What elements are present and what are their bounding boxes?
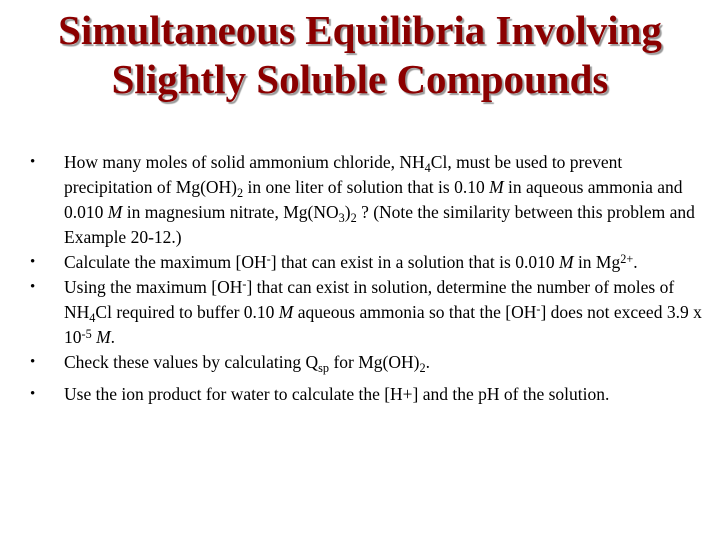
molarity-unit: M — [107, 202, 123, 222]
bullet-text: Cl required to buffer 0.10 — [95, 302, 279, 322]
molarity-unit: M — [278, 302, 294, 322]
title-line-2: Slightly Soluble Compounds — [111, 56, 609, 102]
bullet-text: Check these values by calculating Q — [64, 352, 319, 372]
superscript: - — [536, 301, 541, 316]
slide-title — [0, 6, 720, 104]
bullet-dot-icon: • — [30, 279, 36, 295]
bullet-text: How many moles of solid ammonium chloride, NH — [64, 152, 425, 172]
subscript: 2 — [350, 210, 357, 225]
bullet-dot-icon: • — [30, 154, 36, 170]
subscript: 2 — [237, 185, 244, 200]
bullet-dot-icon: • — [30, 354, 36, 370]
bullet-item-check-qsp — [30, 350, 702, 375]
bullet-text: Use the ion product for water to calculate the [H+] and the pH of the solution. — [64, 384, 610, 404]
subscript: sp — [318, 360, 330, 375]
subscript: 4 — [424, 160, 431, 175]
bullet-text: for Mg(OH) — [329, 352, 420, 372]
bullet-text: aqueous ammonia so that the [OH — [293, 302, 537, 322]
bullet-text: ] does not exceed 3.9 x 10 — [64, 302, 702, 347]
bullet-text: ) — [344, 202, 351, 222]
bullet-text: . — [633, 252, 638, 272]
bullet-text: Using the maximum [OH — [64, 277, 243, 297]
molarity-unit: M — [489, 177, 504, 197]
bullet-dot-icon: • — [30, 254, 36, 270]
bullet-text: in one liter of solution that is 0.10 — [243, 177, 490, 197]
bullet-item-ammonium-chloride — [30, 150, 702, 250]
bullet-text: Calculate the maximum [OH — [64, 252, 267, 272]
bullet-item-max-hydroxide — [30, 250, 702, 275]
subscript: 4 — [89, 310, 96, 325]
bullet-text: ] that can exist in a solution that is 0.010 — [270, 252, 559, 272]
bullet-text: . — [110, 327, 116, 347]
superscript: - — [242, 276, 247, 291]
superscript: 2+ — [620, 251, 634, 266]
bullet-text: ] that can exist in solution, determine the number of moles of NH — [64, 277, 675, 322]
subscript: 3 — [338, 210, 345, 225]
bullet-item-buffer-moles — [30, 275, 702, 350]
title-line-1: Simultaneous Equilibria Involving — [58, 7, 662, 53]
bullet-text: . — [425, 352, 430, 372]
bullet-text: ? (Note the similarity between this problem and Example 20-12.) — [64, 202, 695, 247]
bullet-text: in magnesium nitrate, Mg(NO — [122, 202, 339, 222]
bullet-item-ion-product — [30, 382, 702, 407]
superscript: - — [266, 251, 271, 266]
bullet-list — [30, 150, 702, 407]
bullet-text: Cl, must be used to prevent precipitation of Mg(OH) — [64, 152, 623, 197]
superscript: -5 — [81, 326, 92, 341]
bullet-text: in aqueous ammonia and 0.010 — [64, 177, 683, 222]
subscript: 2 — [419, 360, 426, 375]
bullet-dot-icon: • — [30, 386, 36, 402]
bullet-text: in Mg — [573, 252, 621, 272]
molarity-unit: M — [558, 252, 574, 272]
molarity-unit: M — [96, 327, 111, 347]
